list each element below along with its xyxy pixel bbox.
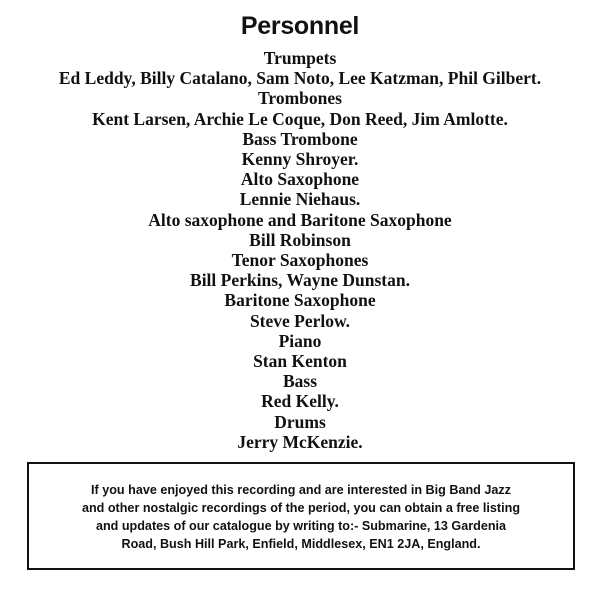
section-heading-tenor-saxophones: Tenor Saxophones [231,250,369,271]
musicians-drums: Jerry McKenzie. [237,431,363,452]
catalogue-notice-box [27,462,575,570]
notice-line: If you have enjoyed this recording and are interested in Big Band Jazz [91,483,511,497]
musicians-bass: Red Kelly. [261,391,339,412]
catalogue-notice-text [29,481,573,553]
notice-line: and other nostalgic recordings of the period, you can obtain a free listing [81,501,521,515]
section-heading-trumpets: Trumpets [263,48,337,68]
musicians-trumpets: Ed Leddy, Billy Catalano, Sam Noto, Lee Katzman, Phil Gilbert. [58,68,542,89]
personnel-list [0,48,600,452]
musicians-alto-baritone-saxophone: Bill Robinson [249,229,351,250]
section-heading-trombones: Trombones [258,88,342,109]
section-heading-drums: Drums [274,411,326,432]
notice-line: and updates of our catalogue by writing to:- Submarine, 13 Gardenia [95,519,507,533]
musicians-tenor-saxophones: Bill Perkins, Wayne Dunstan. [190,270,410,291]
musicians-alto-saxophone: Lennie Niehaus. [239,189,361,210]
musicians-trombones: Kent Larsen, Archie Le Coque, Don Reed, Jim Amlotte. [92,108,508,129]
section-heading-bass-trombone: Bass Trombone [242,128,358,149]
musicians-bass-trombone: Kenny Shroyer. [241,149,359,170]
section-heading-baritone-saxophone: Baritone Saxophone [224,290,376,311]
section-heading-bass: Bass [282,371,318,392]
notice-line: Road, Bush Hill Park, Enfield, Middlesex, EN1 2JA, England. [121,537,481,551]
musicians-baritone-saxophone: Steve Perlow. [249,310,351,331]
section-heading-alto-baritone-saxophone: Alto saxophone and Baritone Saxophone [148,209,452,230]
section-heading-piano: Piano [278,330,322,351]
musicians-piano: Stan Kenton [253,351,347,372]
section-heading-alto-saxophone: Alto Saxophone [240,169,360,190]
page-title: Personnel [240,12,360,40]
